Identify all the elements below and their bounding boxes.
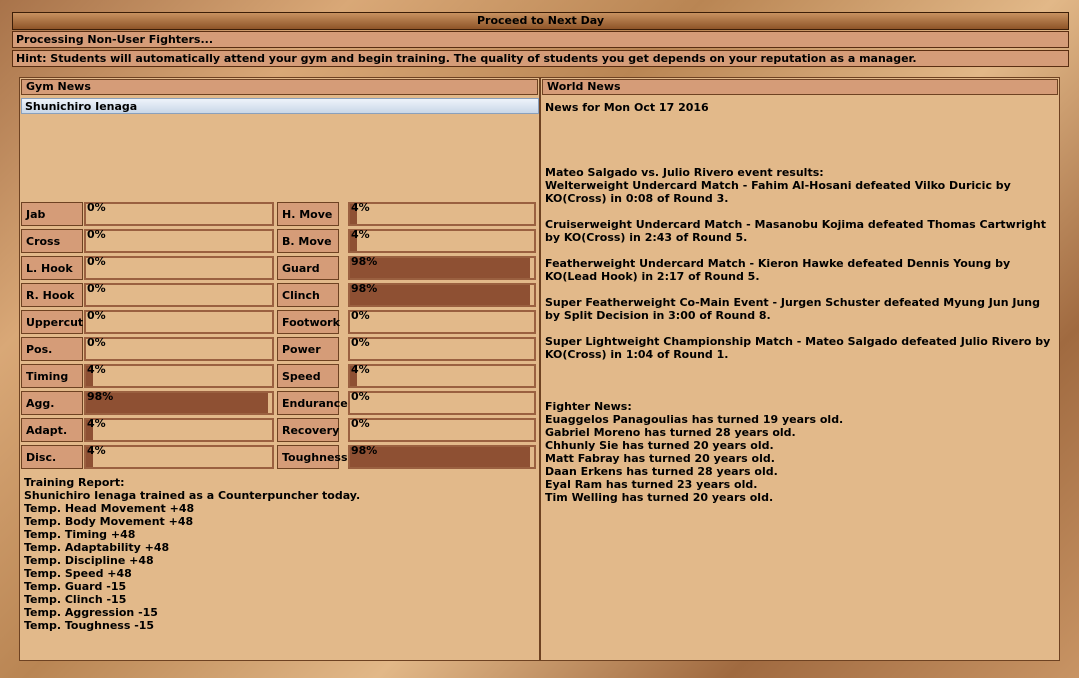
stat-bar-disc bbox=[84, 445, 274, 469]
stat-bar-toughness bbox=[348, 445, 536, 469]
stat-bar-endurance bbox=[348, 391, 536, 415]
stat-bar-clinch bbox=[348, 283, 536, 307]
training-report-line: Temp. Head Movement +48 bbox=[24, 502, 195, 515]
stat-label-r-hook: R. Hook bbox=[21, 283, 83, 307]
stat-label-speed: Speed bbox=[277, 364, 339, 388]
event-result: Cruiserweight Undercard Match - Masanobu Kojima defeated Thomas Cartwright by KO(Cross) in 2:43 of Round 5. bbox=[545, 218, 1046, 244]
stat-bar-l-hook bbox=[84, 256, 274, 280]
hint-bar: Hint: Students will automatically attend your gym and begin training. The quality of students you get depends on your reputation as a manager. bbox=[12, 50, 1069, 67]
training-report-line: Temp. Adaptability +48 bbox=[24, 541, 170, 554]
fighter-news-item: Euaggelos Panagoulias has turned 19 years old. bbox=[545, 413, 844, 426]
stat-percent: 0% bbox=[87, 201, 106, 214]
stat-bar-h-move bbox=[348, 202, 536, 226]
stat-bar-recovery bbox=[348, 418, 536, 442]
training-report-line: Shunichiro Ienaga trained as a Counterpuncher today. bbox=[24, 489, 361, 502]
stat-percent: 4% bbox=[87, 444, 106, 457]
fighter-list-item[interactable]: Shunichiro Ienaga bbox=[21, 98, 539, 114]
stat-bar-b-move bbox=[348, 229, 536, 253]
stat-percent: 0% bbox=[351, 336, 370, 349]
training-report-title: Training Report: bbox=[24, 476, 125, 489]
stat-percent: 0% bbox=[351, 309, 370, 322]
training-report bbox=[24, 476, 360, 632]
stat-bar-power bbox=[348, 337, 536, 361]
stat-percent: 4% bbox=[87, 363, 106, 376]
stat-bar-timing bbox=[84, 364, 274, 388]
event-result: Featherweight Undercard Match - Kieron Hawke defeated Dennis Young by KO(Lead Hook) in 2:17 of Round 5. bbox=[545, 257, 1011, 283]
stat-percent: 4% bbox=[87, 417, 106, 430]
fighter-news-item: Tim Welling has turned 20 years old. bbox=[545, 491, 774, 504]
stat-bar-jab bbox=[84, 202, 274, 226]
stat-label-b-move: B. Move bbox=[277, 229, 339, 253]
stat-percent: 0% bbox=[87, 282, 106, 295]
stat-label-agg: Agg. bbox=[21, 391, 83, 415]
training-report-line: Temp. Guard -15 bbox=[24, 580, 127, 593]
event-results bbox=[545, 179, 1053, 361]
stat-label-footwork: Footwork bbox=[277, 310, 339, 334]
news-date: News for Mon Oct 17 2016 bbox=[545, 101, 709, 114]
training-report-line: Temp. Discipline +48 bbox=[24, 554, 154, 567]
fighter-news-item: Eyal Ram has turned 23 years old. bbox=[545, 478, 758, 491]
stat-label-timing: Timing bbox=[21, 364, 83, 388]
stat-bar-adapt bbox=[84, 418, 274, 442]
stat-percent: 4% bbox=[351, 228, 370, 241]
fighter-news-item: Chhunly Sie has turned 20 years old. bbox=[545, 439, 774, 452]
stat-bar-speed bbox=[348, 364, 536, 388]
event-result: Welterweight Undercard Match - Fahim Al-Hosani defeated Vilko Duricic by KO(Cross) in 0:08 of Round 3. bbox=[545, 179, 1011, 205]
world-news-panel bbox=[540, 77, 1060, 661]
training-report-line: Temp. Aggression -15 bbox=[24, 606, 158, 619]
stat-percent: 0% bbox=[87, 336, 106, 349]
event-result: Super Featherweight Co-Main Event - Jurgen Schuster defeated Myung Jun Jung by Split Decision in 3:00 of Round 8. bbox=[545, 296, 1040, 322]
stat-percent: 0% bbox=[87, 228, 106, 241]
stat-bar-agg bbox=[84, 391, 274, 415]
training-report-line: Temp. Toughness -15 bbox=[24, 619, 155, 632]
fighter-list[interactable] bbox=[21, 98, 539, 198]
stat-label-jab: Jab bbox=[21, 202, 83, 226]
stat-label-l-hook: L. Hook bbox=[21, 256, 83, 280]
stat-bar-footwork bbox=[348, 310, 536, 334]
stat-percent: 0% bbox=[351, 390, 370, 403]
world-news-header: World News bbox=[542, 79, 1058, 95]
stat-bar-r-hook bbox=[84, 283, 274, 307]
training-report-line: Temp. Timing +48 bbox=[24, 528, 136, 541]
fighter-news-header: Fighter News: bbox=[545, 400, 632, 413]
stat-label-adapt: Adapt. bbox=[21, 418, 83, 442]
training-report-line: Temp. Clinch -15 bbox=[24, 593, 127, 606]
stat-bar-pos bbox=[84, 337, 274, 361]
proceed-to-next-day-button[interactable]: Proceed to Next Day bbox=[12, 12, 1069, 30]
stat-bar-guard bbox=[348, 256, 536, 280]
fighter-news-list bbox=[545, 413, 1053, 504]
fighter-news-item: Matt Fabray has turned 20 years old. bbox=[545, 452, 775, 465]
stat-percent: 98% bbox=[87, 390, 114, 403]
stat-label-endurance: Endurance bbox=[277, 391, 339, 415]
stat-label-h-move: H. Move bbox=[277, 202, 339, 226]
world-news-content bbox=[545, 101, 1053, 504]
stat-percent: 98% bbox=[351, 444, 378, 457]
training-report-line: Temp. Speed +48 bbox=[24, 567, 132, 580]
stat-bar-uppercut bbox=[84, 310, 274, 334]
stat-percent: 0% bbox=[87, 255, 106, 268]
stat-label-recovery: Recovery bbox=[277, 418, 339, 442]
stat-label-uppercut: Uppercut bbox=[21, 310, 83, 334]
stat-label-clinch: Clinch bbox=[277, 283, 339, 307]
stat-label-disc: Disc. bbox=[21, 445, 83, 469]
stat-label-guard: Guard bbox=[277, 256, 339, 280]
stat-percent: 98% bbox=[351, 282, 378, 295]
gym-news-panel bbox=[19, 77, 540, 661]
stat-percent: 0% bbox=[87, 309, 106, 322]
stat-percent: 98% bbox=[351, 255, 378, 268]
stat-percent: 4% bbox=[351, 201, 370, 214]
stat-percent: 4% bbox=[351, 363, 370, 376]
training-report-line: Temp. Body Movement +48 bbox=[24, 515, 194, 528]
stat-percent: 0% bbox=[351, 417, 370, 430]
stat-bar-cross bbox=[84, 229, 274, 253]
stat-label-toughness: Toughness bbox=[277, 445, 339, 469]
stat-label-power: Power bbox=[277, 337, 339, 361]
fighter-news-item: Daan Erkens has turned 28 years old. bbox=[545, 465, 778, 478]
stat-label-pos: Pos. bbox=[21, 337, 83, 361]
fighter-news-item: Gabriel Moreno has turned 28 years old. bbox=[545, 426, 796, 439]
event-result: Super Lightweight Championship Match - Mateo Salgado defeated Julio Rivero by KO(Cross) in 1:04 of Round 1. bbox=[545, 335, 1051, 361]
status-bar: Processing Non-User Fighters... bbox=[12, 31, 1069, 48]
gym-news-header: Gym News bbox=[21, 79, 538, 95]
stat-label-cross: Cross bbox=[21, 229, 83, 253]
event-header: Mateo Salgado vs. Julio Rivero event results: bbox=[545, 166, 824, 179]
